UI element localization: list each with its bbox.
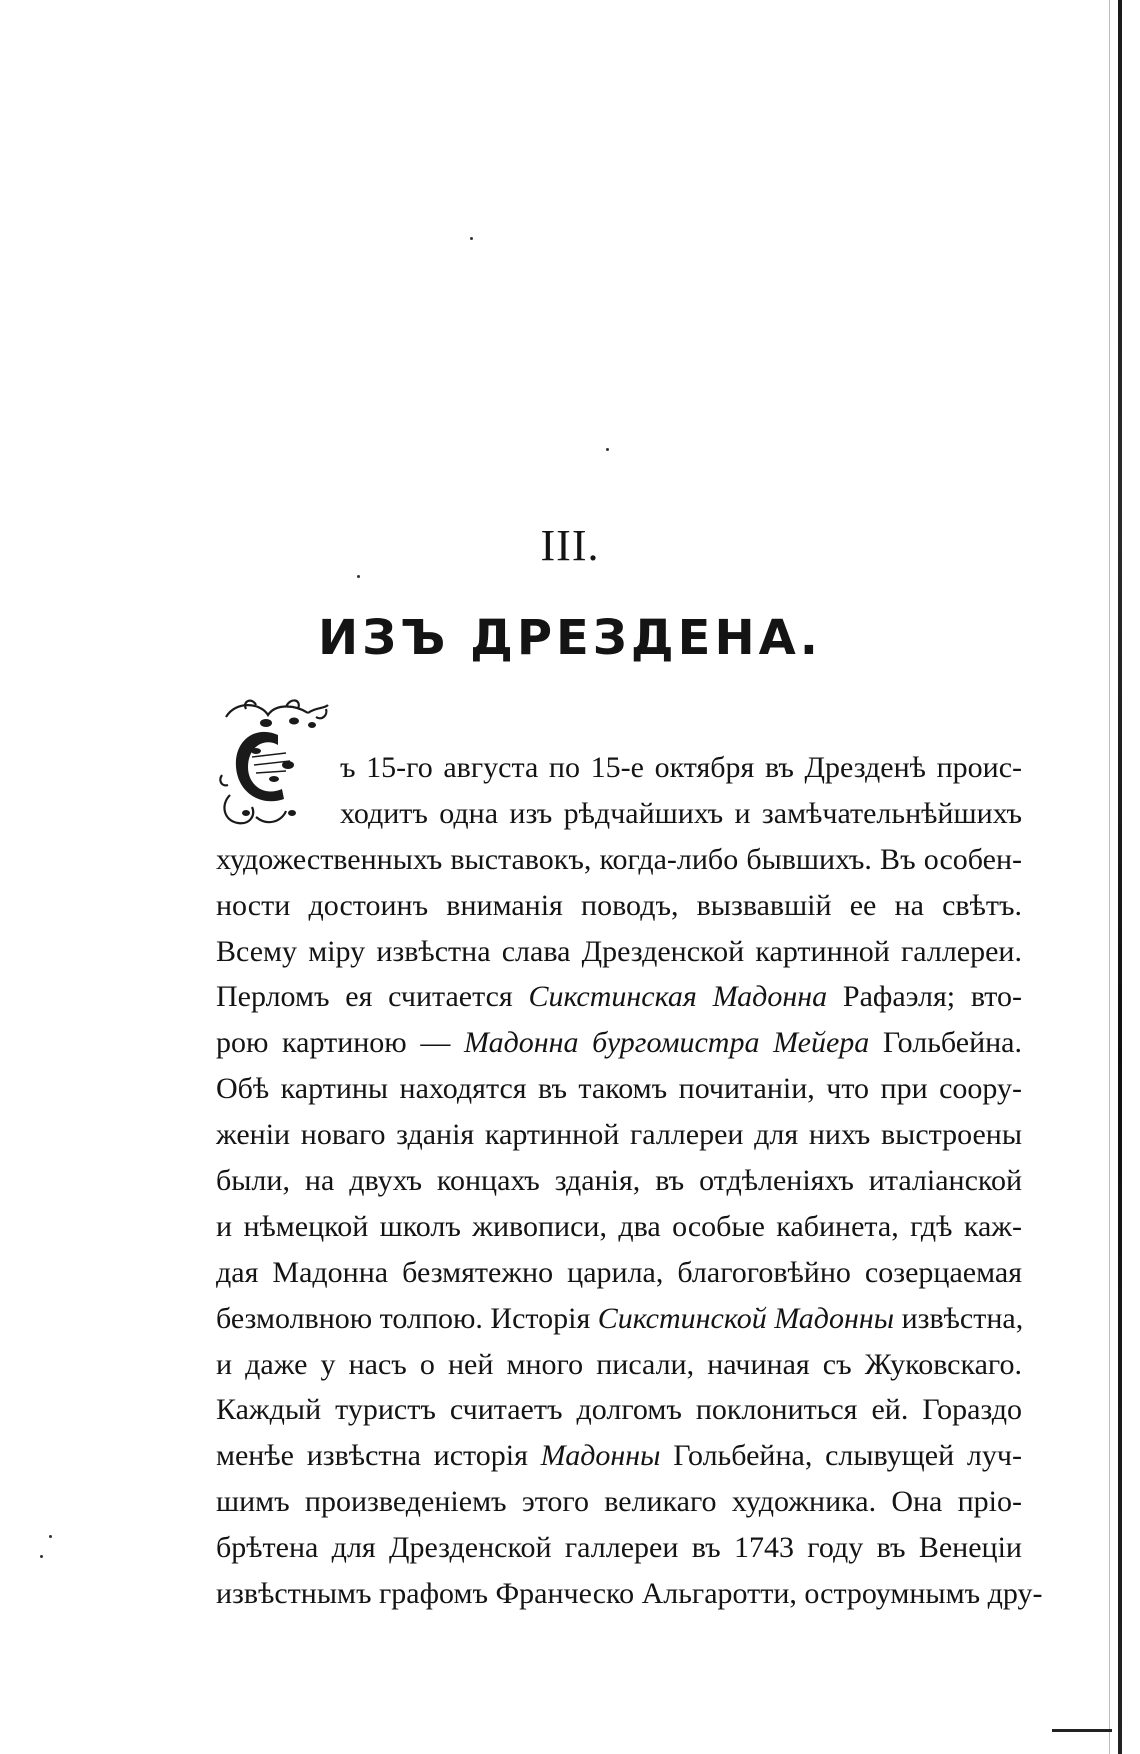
text-line: ъ 15-го августа по 15-е октября въ Дрезденѣ проис- bbox=[340, 751, 1022, 784]
text-line: менѣе извѣстна исторія Мадонны Гольбейна, слывущей луч- bbox=[216, 1439, 1022, 1473]
text-line: дая Мадонна безмятежно царила, благоговѣйно созерцаемая bbox=[216, 1255, 1022, 1289]
speck bbox=[49, 1535, 52, 1538]
text-line: и даже у насъ о ней много писали, начиная съ Жуковскаго. bbox=[216, 1347, 1022, 1381]
page-edge-line bbox=[1118, 0, 1122, 1754]
chapter-title: ИЗЪ ДРЕЗДЕНА. bbox=[318, 610, 822, 666]
speck bbox=[470, 237, 473, 240]
speck bbox=[40, 1555, 43, 1558]
text-line: Перломъ ея считается Сикстинская Мадонна Рафаэля; вто- bbox=[216, 980, 1022, 1014]
scan-edge-mark bbox=[1052, 1729, 1112, 1732]
text-line: Каждый туристъ считаетъ долгомъ поклониться ей. Гораздо bbox=[216, 1393, 1022, 1427]
body-text bbox=[216, 745, 1043, 1617]
text-line: извѣстнымъ графомъ Франческо Альгаротти, остроумнымъ дру- bbox=[216, 1577, 1043, 1611]
italic-title: Мадонна бургомистра Мейера bbox=[464, 1026, 870, 1060]
text-line: и нѣмецкой школъ живописи, два особые кабинета, гдѣ каж- bbox=[216, 1209, 1022, 1243]
text-line: безмолвною толпою. Исторія Сикстинской Мадонны извѣстна, bbox=[216, 1301, 1024, 1335]
text-line: рою картиною — Мадонна бургомистра Мейера Гольбейна. bbox=[216, 1026, 1022, 1060]
speck bbox=[357, 575, 360, 578]
italic-title: Мадонны bbox=[540, 1439, 661, 1473]
text-line: брѣтена для Дрезденской галлереи въ 1743 году въ Венеціи bbox=[216, 1531, 1022, 1565]
text-line: Всему міру извѣстна слава Дрезденской картинной галлереи. bbox=[216, 934, 1022, 968]
italic-title: Сикстинской Мадонны bbox=[597, 1301, 895, 1335]
italic-title: Сикстинская Мадонна bbox=[528, 980, 828, 1014]
chapter-number: III. bbox=[540, 521, 600, 570]
text-line: Обѣ картины находятся въ такомъ почитаніи, что при соору- bbox=[216, 1072, 1022, 1106]
page-edge-shadow bbox=[1109, 0, 1110, 1754]
text-line: художественныхъ выставокъ, когда-либо бывшихъ. Въ особен- bbox=[216, 842, 1022, 876]
text-line: женіи новаго зданія картинной галлереи для нихъ выстроены bbox=[216, 1118, 1022, 1152]
text-line: ходитъ одна изъ рѣдчайшихъ и замѣчательнѣйшихъ bbox=[340, 796, 1022, 830]
text-line: шимъ произведеніемъ этого великаго художника. Она пріо- bbox=[216, 1485, 1022, 1519]
speck bbox=[606, 448, 609, 451]
text-line: были, на двухъ концахъ зданія, въ отдѣленіяхъ италіанской bbox=[216, 1164, 1022, 1198]
text-line: ности достоинъ вниманія поводъ, вызвавшій ее на свѣтъ. bbox=[216, 888, 1022, 922]
